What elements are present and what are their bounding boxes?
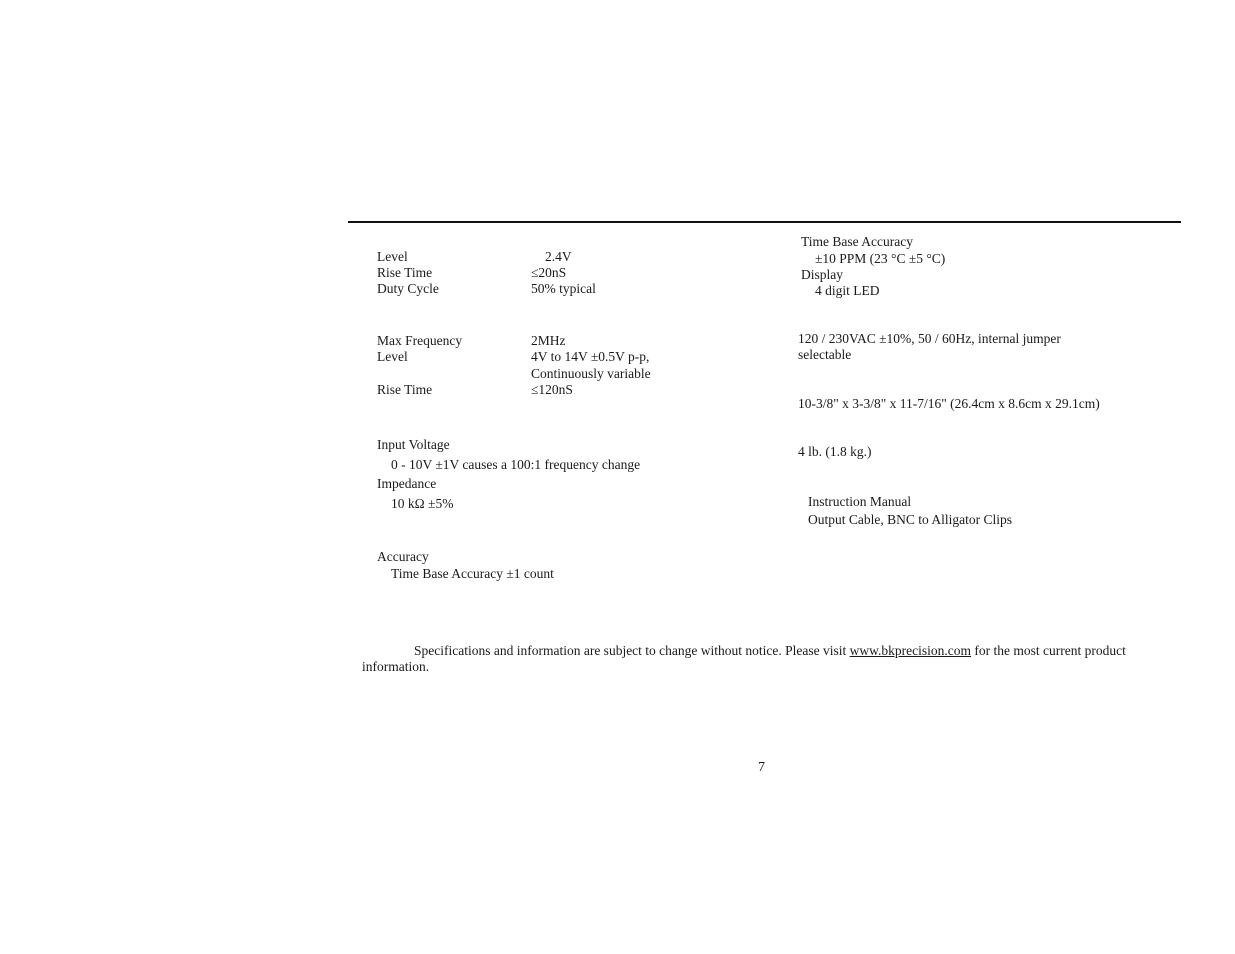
bkprecision-link[interactable]: www.bkprecision.com (849, 643, 971, 658)
duty-cycle-label: Duty Cycle (377, 281, 439, 296)
display-label: Display (801, 267, 843, 282)
power-spec-cont: selectable (798, 347, 852, 362)
power-spec: 120 / 230VAC ±10%, 50 / 60Hz, internal jumper (798, 331, 1061, 346)
time-base-value: ±10 PPM (23 °C ±5 °C) (815, 251, 946, 266)
accuracy-value: Time Base Accuracy ±1 count (391, 566, 554, 581)
display-value: 4 digit LED (815, 283, 880, 298)
max-frequency-value: 2MHz (531, 333, 566, 348)
accuracy-label: Accuracy (377, 549, 429, 564)
dimensions-spec: 10-3/8" x 3-3/8" x 11-7/16" (26.4cm x 8.6cm x 29.1cm) (798, 396, 1100, 411)
page-number: 7 (758, 760, 765, 775)
weight-spec: 4 lb. (1.8 kg.) (798, 444, 872, 459)
time-base-label: Time Base Accuracy (801, 234, 913, 249)
duty-cycle-value: 50% typical (531, 281, 596, 296)
spec-note-text-after: for the most current product (971, 643, 1126, 658)
input-voltage-value: 0 - 10V ±1V causes a 100:1 frequency change (391, 457, 641, 472)
output-level-value: 4V to 14V ±0.5V p-p, (531, 349, 650, 364)
max-frequency-label: Max Frequency (377, 333, 463, 348)
impedance-label: Impedance (377, 476, 437, 491)
square-rise-time-value: ≤20nS (531, 265, 567, 280)
output-rise-time-value: ≤120nS (531, 382, 573, 397)
output-level-label: Level (377, 349, 408, 364)
square-level-label: Level (377, 249, 408, 264)
spec-note-line2: information. (362, 659, 430, 674)
output-level-value-cont: Continuously variable (531, 366, 651, 381)
accessory-manual: Instruction Manual (808, 494, 912, 509)
header-rule (348, 221, 1181, 223)
spec-note-text: Specifications and information are subject to change without notice. Please visit (414, 643, 850, 658)
accessory-cable: Output Cable, BNC to Alligator Clips (808, 512, 1013, 527)
impedance-value: 10 kΩ ±5% (391, 496, 454, 511)
square-rise-time-label: Rise Time (377, 265, 433, 280)
square-level-value: 2.4V (545, 249, 572, 264)
input-voltage-label: Input Voltage (377, 437, 450, 452)
spec-note (414, 643, 1126, 659)
output-rise-time-label: Rise Time (377, 382, 433, 397)
